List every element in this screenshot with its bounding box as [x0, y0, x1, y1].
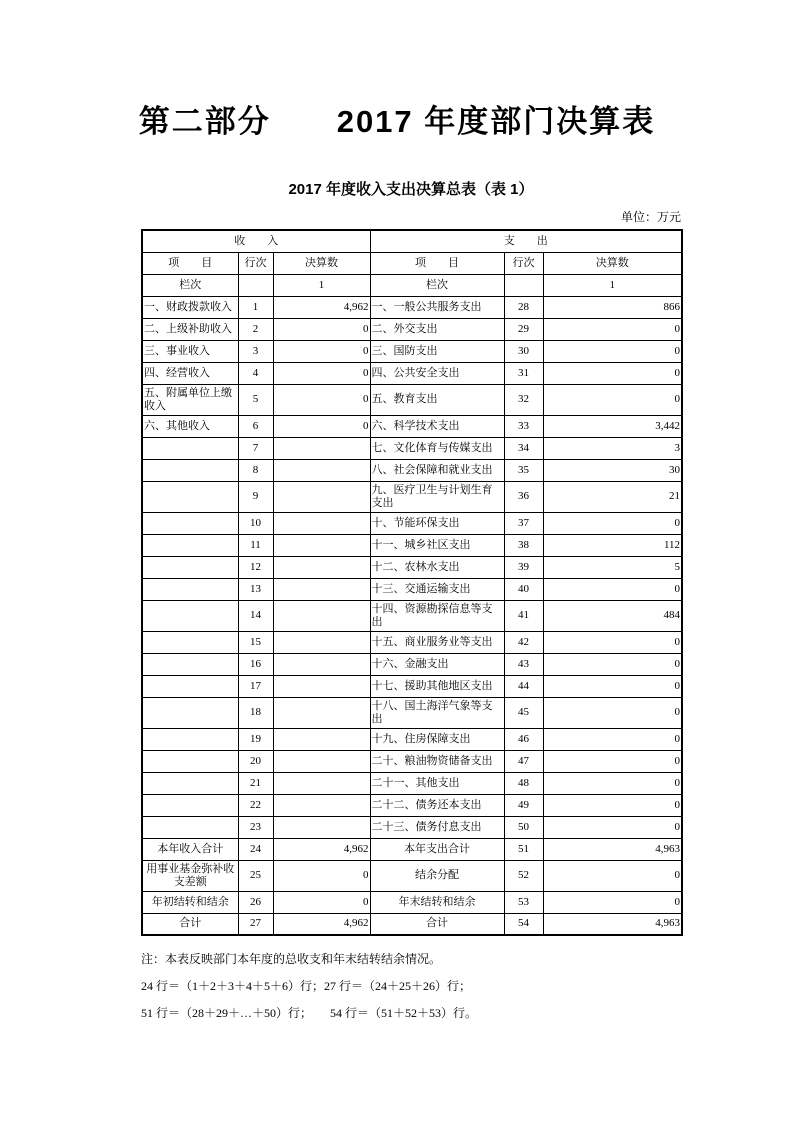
expense-amount-cell: 0: [543, 891, 682, 913]
income-item-cell: [142, 816, 238, 838]
expense-line-cell: 47: [504, 750, 543, 772]
income-item-cell: [142, 675, 238, 697]
expense-amount-cell: 0: [543, 675, 682, 697]
income-item-cell: [142, 459, 238, 481]
expense-amount-cell: 0: [543, 728, 682, 750]
income-item-cell: 用事业基金弥补收支差额: [142, 860, 238, 891]
income-item-cell: 一、财政拨款收入: [142, 296, 238, 318]
expense-line-cell: 36: [504, 481, 543, 512]
income-amount-cell: [273, 675, 370, 697]
income-amount-cell: [273, 750, 370, 772]
expense-line-cell: 31: [504, 362, 543, 384]
expense-amount-cell: 112: [543, 534, 682, 556]
expense-line-cell: 34: [504, 437, 543, 459]
income-amount-header: 决算数: [273, 252, 370, 274]
table-row: [142, 675, 682, 697]
expense-item-cell: 十、节能环保支出: [370, 512, 504, 534]
income-amount-cell: 0: [273, 415, 370, 437]
table-row: [142, 481, 682, 512]
income-line-cell: 23: [238, 816, 273, 838]
expense-amount-cell: 0: [543, 340, 682, 362]
expense-item-cell: 九、医疗卫生与计划生育支出: [370, 481, 504, 512]
table-row: [142, 512, 682, 534]
expense-line-cell: 35: [504, 459, 543, 481]
income-item-cell: 年初结转和结余: [142, 891, 238, 913]
table-row: [142, 556, 682, 578]
expense-amount-cell: 0: [543, 318, 682, 340]
expense-amount-cell: 30: [543, 459, 682, 481]
table-row: [142, 794, 682, 816]
expense-line-cell: 44: [504, 675, 543, 697]
income-amount-cell: [273, 600, 370, 631]
expense-item-cell: 十六、金融支出: [370, 653, 504, 675]
expense-item-cell: 十一、城乡社区支出: [370, 534, 504, 556]
income-amount-cell: [273, 556, 370, 578]
footnote-line: 24 行＝（1＋2＋3＋4＋5＋6）行；27 行＝（24＋25＋26）行；: [141, 979, 472, 993]
table-row: [142, 296, 682, 318]
income-item-cell: [142, 600, 238, 631]
expense-item-cell: 八、社会保障和就业支出: [370, 459, 504, 481]
income-lanci-blank: [238, 274, 273, 296]
income-amount-cell: [273, 816, 370, 838]
expense-amount-cell: 3: [543, 437, 682, 459]
column-header-row: [142, 252, 682, 274]
income-item-cell: 三、事业收入: [142, 340, 238, 362]
income-line-header: 行次: [238, 252, 273, 274]
expense-amount-cell: 0: [543, 653, 682, 675]
table-row: [142, 340, 682, 362]
income-item-cell: [142, 653, 238, 675]
income-line-cell: 26: [238, 891, 273, 913]
income-amount-cell: [273, 697, 370, 728]
expense-item-cell: 二十二、债务还本支出: [370, 794, 504, 816]
expense-item-cell: 十九、住房保障支出: [370, 728, 504, 750]
expense-line-cell: 29: [504, 318, 543, 340]
income-item-cell: [142, 578, 238, 600]
expense-line-cell: 42: [504, 631, 543, 653]
income-item-header: 项 目: [142, 252, 238, 274]
expense-amount-cell: 0: [543, 697, 682, 728]
income-line-cell: 18: [238, 697, 273, 728]
income-item-cell: [142, 631, 238, 653]
expense-amount-cell: 3,442: [543, 415, 682, 437]
expense-amount-cell: 4,963: [543, 838, 682, 860]
expense-amount-cell: 21: [543, 481, 682, 512]
income-amount-cell: 4,962: [273, 913, 370, 935]
income-line-cell: 2: [238, 318, 273, 340]
table-row: [142, 534, 682, 556]
income-item-cell: [142, 512, 238, 534]
expense-item-cell: 结余分配: [370, 860, 504, 891]
expense-amount-cell: 866: [543, 296, 682, 318]
summary-row: [142, 838, 682, 860]
expense-item-cell: 十二、农林水支出: [370, 556, 504, 578]
expense-lanci-blank: [504, 274, 543, 296]
expense-item-cell: 十三、交通运输支出: [370, 578, 504, 600]
income-line-cell: 9: [238, 481, 273, 512]
expense-line-cell: 46: [504, 728, 543, 750]
income-amount-cell: [273, 512, 370, 534]
income-amount-cell: [273, 653, 370, 675]
group-header-row: [142, 230, 682, 252]
income-line-cell: 4: [238, 362, 273, 384]
expense-line-cell: 37: [504, 512, 543, 534]
income-amount-cell: [273, 772, 370, 794]
income-amount-cell: [273, 794, 370, 816]
table-row: [142, 728, 682, 750]
expense-amount-cell: 0: [543, 860, 682, 891]
expense-amount-cell: 0: [543, 512, 682, 534]
expense-line-cell: 51: [504, 838, 543, 860]
table-head-rows: [142, 230, 682, 296]
expense-amount-header: 决算数: [543, 252, 682, 274]
income-amount-cell: 0: [273, 891, 370, 913]
expense-item-cell: 五、教育支出: [370, 384, 504, 415]
income-line-cell: 11: [238, 534, 273, 556]
income-item-cell: [142, 697, 238, 728]
expense-item-cell: 三、国防支出: [370, 340, 504, 362]
expense-line-cell: 49: [504, 794, 543, 816]
income-line-cell: 13: [238, 578, 273, 600]
income-amount-cell: 0: [273, 860, 370, 891]
expense-line-cell: 30: [504, 340, 543, 362]
expense-line-cell: 45: [504, 697, 543, 728]
expense-line-cell: 50: [504, 816, 543, 838]
income-amount-cell: [273, 437, 370, 459]
expense-amount-cell: 0: [543, 750, 682, 772]
income-line-cell: 25: [238, 860, 273, 891]
table-row: [142, 750, 682, 772]
table-row: [142, 578, 682, 600]
table-body: [142, 296, 682, 935]
income-line-cell: 20: [238, 750, 273, 772]
income-line-cell: 27: [238, 913, 273, 935]
income-item-cell: 六、其他收入: [142, 415, 238, 437]
table-row: [142, 653, 682, 675]
income-line-cell: 5: [238, 384, 273, 415]
income-line-cell: 7: [238, 437, 273, 459]
expense-amount-cell: 0: [543, 816, 682, 838]
income-line-cell: 17: [238, 675, 273, 697]
income-item-cell: [142, 556, 238, 578]
expense-item-cell: 四、公共安全支出: [370, 362, 504, 384]
income-item-cell: 五、附属单位上缴收入: [142, 384, 238, 415]
expense-amount-cell: 0: [543, 794, 682, 816]
income-item-cell: [142, 772, 238, 794]
budget-summary-table: [141, 229, 683, 936]
income-amount-cell: [273, 481, 370, 512]
income-lanci-value: 1: [273, 274, 370, 296]
income-line-cell: 22: [238, 794, 273, 816]
footnote-line: 注：本表反映部门本年度的总收支和年末结转结余情况。: [141, 952, 442, 966]
expense-line-header: 行次: [504, 252, 543, 274]
table-row: [142, 437, 682, 459]
expense-item-cell: 本年支出合计: [370, 838, 504, 860]
expense-amount-cell: 5: [543, 556, 682, 578]
income-item-cell: [142, 437, 238, 459]
income-line-cell: 12: [238, 556, 273, 578]
expense-line-cell: 33: [504, 415, 543, 437]
income-item-cell: 四、经营收入: [142, 362, 238, 384]
expense-line-cell: 54: [504, 913, 543, 935]
expense-item-cell: 年末结转和结余: [370, 891, 504, 913]
expense-line-cell: 40: [504, 578, 543, 600]
table-row: [142, 600, 682, 631]
income-line-cell: 19: [238, 728, 273, 750]
income-amount-cell: [273, 534, 370, 556]
unit-label: 单位：万元: [620, 210, 681, 224]
expense-line-cell: 43: [504, 653, 543, 675]
income-amount-cell: [273, 459, 370, 481]
income-line-cell: 14: [238, 600, 273, 631]
income-line-cell: 24: [238, 838, 273, 860]
expense-line-cell: 53: [504, 891, 543, 913]
expense-amount-cell: 0: [543, 578, 682, 600]
expense-line-cell: 48: [504, 772, 543, 794]
income-line-cell: 8: [238, 459, 273, 481]
income-item-cell: [142, 794, 238, 816]
expense-item-cell: 七、文化体育与传媒支出: [370, 437, 504, 459]
footnotes: [141, 946, 681, 1027]
table-row: [142, 415, 682, 437]
income-amount-cell: [273, 728, 370, 750]
income-amount-cell: 0: [273, 362, 370, 384]
income-item-cell: 合计: [142, 913, 238, 935]
expense-item-cell: 二十三、债务付息支出: [370, 816, 504, 838]
table-row: [142, 384, 682, 415]
expense-amount-cell: 0: [543, 362, 682, 384]
expense-item-cell: 十四、资源勘探信息等支出: [370, 600, 504, 631]
expense-line-cell: 39: [504, 556, 543, 578]
income-amount-cell: [273, 631, 370, 653]
table-row: [142, 631, 682, 653]
table-title: 2017 年度收入支出决算总表（表 1）: [288, 181, 534, 198]
income-item-cell: [142, 728, 238, 750]
income-line-cell: 6: [238, 415, 273, 437]
expense-item-cell: 二、外交支出: [370, 318, 504, 340]
expense-amount-cell: 0: [543, 772, 682, 794]
income-item-cell: [142, 534, 238, 556]
expense-line-cell: 41: [504, 600, 543, 631]
summary-row: [142, 913, 682, 935]
expense-group-header: 支 出: [370, 230, 682, 252]
income-amount-cell: 4,962: [273, 838, 370, 860]
income-item-cell: 本年收入合计: [142, 838, 238, 860]
expense-item-cell: 十五、商业服务业等支出: [370, 631, 504, 653]
income-group-header: 收 入: [142, 230, 370, 252]
income-item-cell: [142, 750, 238, 772]
income-amount-cell: 4,962: [273, 296, 370, 318]
expense-lanci-label: 栏次: [370, 274, 504, 296]
table-row: [142, 318, 682, 340]
income-line-cell: 15: [238, 631, 273, 653]
expense-line-cell: 38: [504, 534, 543, 556]
expense-amount-cell: 0: [543, 631, 682, 653]
table-row: [142, 362, 682, 384]
expense-item-cell: 二十、粮油物资储备支出: [370, 750, 504, 772]
section-title: 第二部分 2017 年度部门决算表: [138, 104, 656, 139]
income-item-cell: 二、上级补助收入: [142, 318, 238, 340]
expense-item-cell: 十七、援助其他地区支出: [370, 675, 504, 697]
expense-item-cell: 二十一、其他支出: [370, 772, 504, 794]
expense-lanci-value: 1: [543, 274, 682, 296]
income-amount-cell: 0: [273, 384, 370, 415]
expense-item-cell: 一、一般公共服务支出: [370, 296, 504, 318]
income-line-cell: 16: [238, 653, 273, 675]
lanci-row: [142, 274, 682, 296]
expense-item-cell: 十八、国土海洋气象等支出: [370, 697, 504, 728]
income-line-cell: 1: [238, 296, 273, 318]
content-area: [141, 178, 681, 1027]
footnote-line: 51 行＝（28＋29＋…＋50）行； 54 行＝（51＋52＋53）行。: [141, 1006, 478, 1020]
expense-item-cell: 六、科学技术支出: [370, 415, 504, 437]
summary-row: [142, 891, 682, 913]
expense-amount-cell: 4,963: [543, 913, 682, 935]
income-line-cell: 21: [238, 772, 273, 794]
expense-line-cell: 28: [504, 296, 543, 318]
income-line-cell: 10: [238, 512, 273, 534]
summary-row: [142, 860, 682, 891]
table-row: [142, 459, 682, 481]
table-row: [142, 697, 682, 728]
income-amount-cell: 0: [273, 340, 370, 362]
expense-line-cell: 52: [504, 860, 543, 891]
table-row: [142, 772, 682, 794]
expense-amount-cell: 0: [543, 384, 682, 415]
table-row: [142, 816, 682, 838]
income-lanci-label: 栏次: [142, 274, 238, 296]
income-amount-cell: [273, 578, 370, 600]
income-item-cell: [142, 481, 238, 512]
income-line-cell: 3: [238, 340, 273, 362]
expense-amount-cell: 484: [543, 600, 682, 631]
expense-line-cell: 32: [504, 384, 543, 415]
income-amount-cell: 0: [273, 318, 370, 340]
expense-item-header: 项 目: [370, 252, 504, 274]
expense-item-cell: 合计: [370, 913, 504, 935]
